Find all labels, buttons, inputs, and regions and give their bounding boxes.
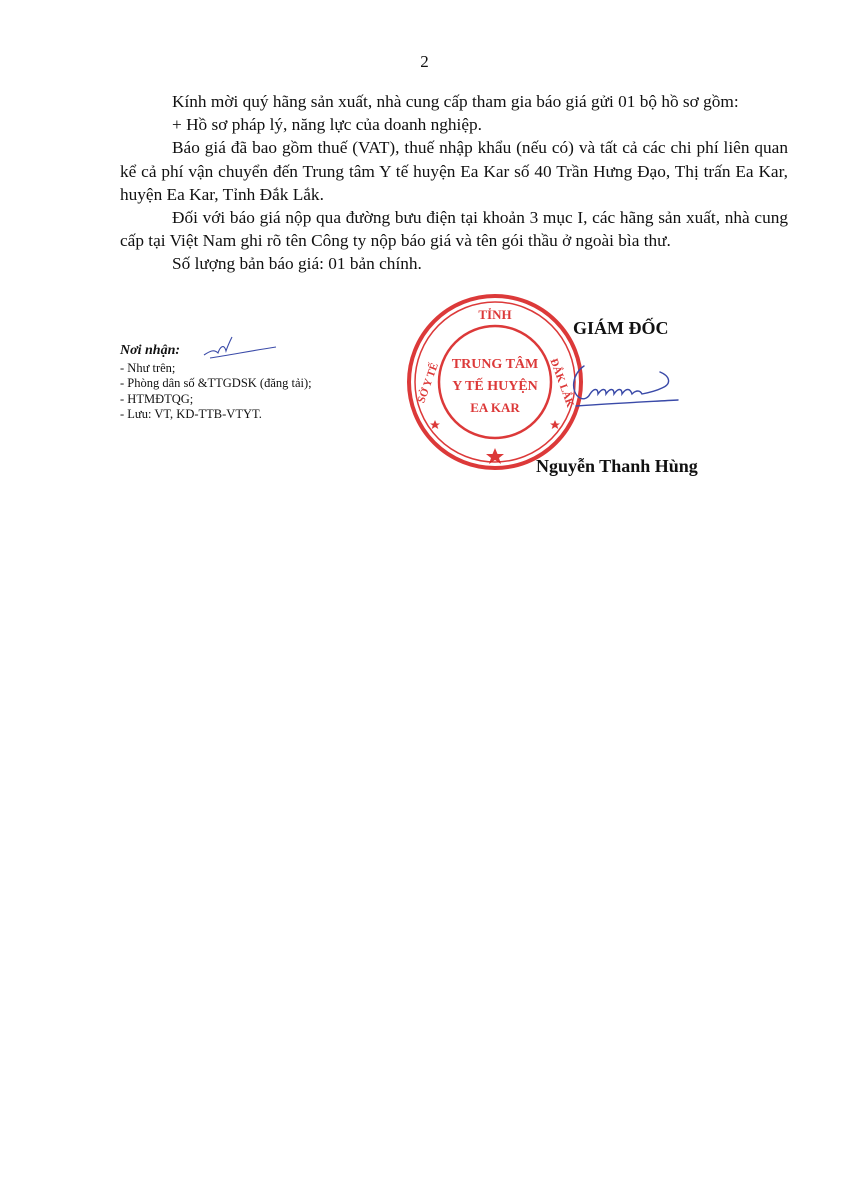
seal-line-1: TRUNG TÂM <box>451 357 539 372</box>
recipient-item: - Như trên; <box>120 360 176 375</box>
paragraph-invitation: Kính mời quý hãng sản xuất, nhà cung cấp tham gia báo giá gửi 01 bộ hồ sơ gồm: <box>172 92 739 111</box>
paragraph-legal-docs: + Hồ sơ pháp lý, năng lực của doanh nghiệp. <box>172 115 482 135</box>
recipient-item: - Lưu: VT, KD-TTB-VTYT. <box>120 407 262 421</box>
paragraph-copies: Số lượng bản báo giá: 01 bản chính. <box>172 254 422 274</box>
seal-left-text: SỞ Y TẾ <box>415 361 441 405</box>
page-number: 2 <box>420 52 429 71</box>
signer-title: GIÁM ĐỐC <box>573 318 669 338</box>
recipients-title: Nơi nhận: <box>120 343 181 358</box>
initials-mark <box>200 333 280 363</box>
seal-star-icon <box>430 420 440 429</box>
official-seal <box>405 292 585 472</box>
recipient-item: - HTMĐTQG; <box>120 391 194 406</box>
seal-right-text: ĐẮK LẮK <box>547 356 577 410</box>
paragraph-price-terms: Báo giá đã bao gồm thuế (VAT), thuế nhập khẩu (nếu có) và tất cả các chi phí liên quan kể cả phí vận chuyển đến Trung tâm Y tế huyện Ea Kar số 40 Trần Hưng Đạo, Thị trấn Ea Kar, huyện Ea Kar, Tỉnh Đắk Lắk. <box>120 138 788 204</box>
director-signature <box>562 358 682 418</box>
recipient-item: - Phòng dân số &TTGDSK (đăng tải); <box>120 376 312 390</box>
seal-line-2: Y TẾ HUYỆN <box>452 379 538 394</box>
seal-line-3: EA KAR <box>470 400 520 415</box>
body-text <box>120 90 788 276</box>
paragraph-postal-submission: Đối với báo giá nộp qua đường bưu điện tại khoản 3 mục I, các hãng sản xuất, nhà cung cấp tại Việt Nam ghi rõ tên Công ty nộp báo giá và tên gói thầu ở ngoài bìa thư. <box>120 208 788 251</box>
seal-star-icon <box>550 420 560 429</box>
signer-name: Nguyễn Thanh Hùng <box>536 456 698 476</box>
seal-top-text: TỈNH <box>478 307 512 322</box>
